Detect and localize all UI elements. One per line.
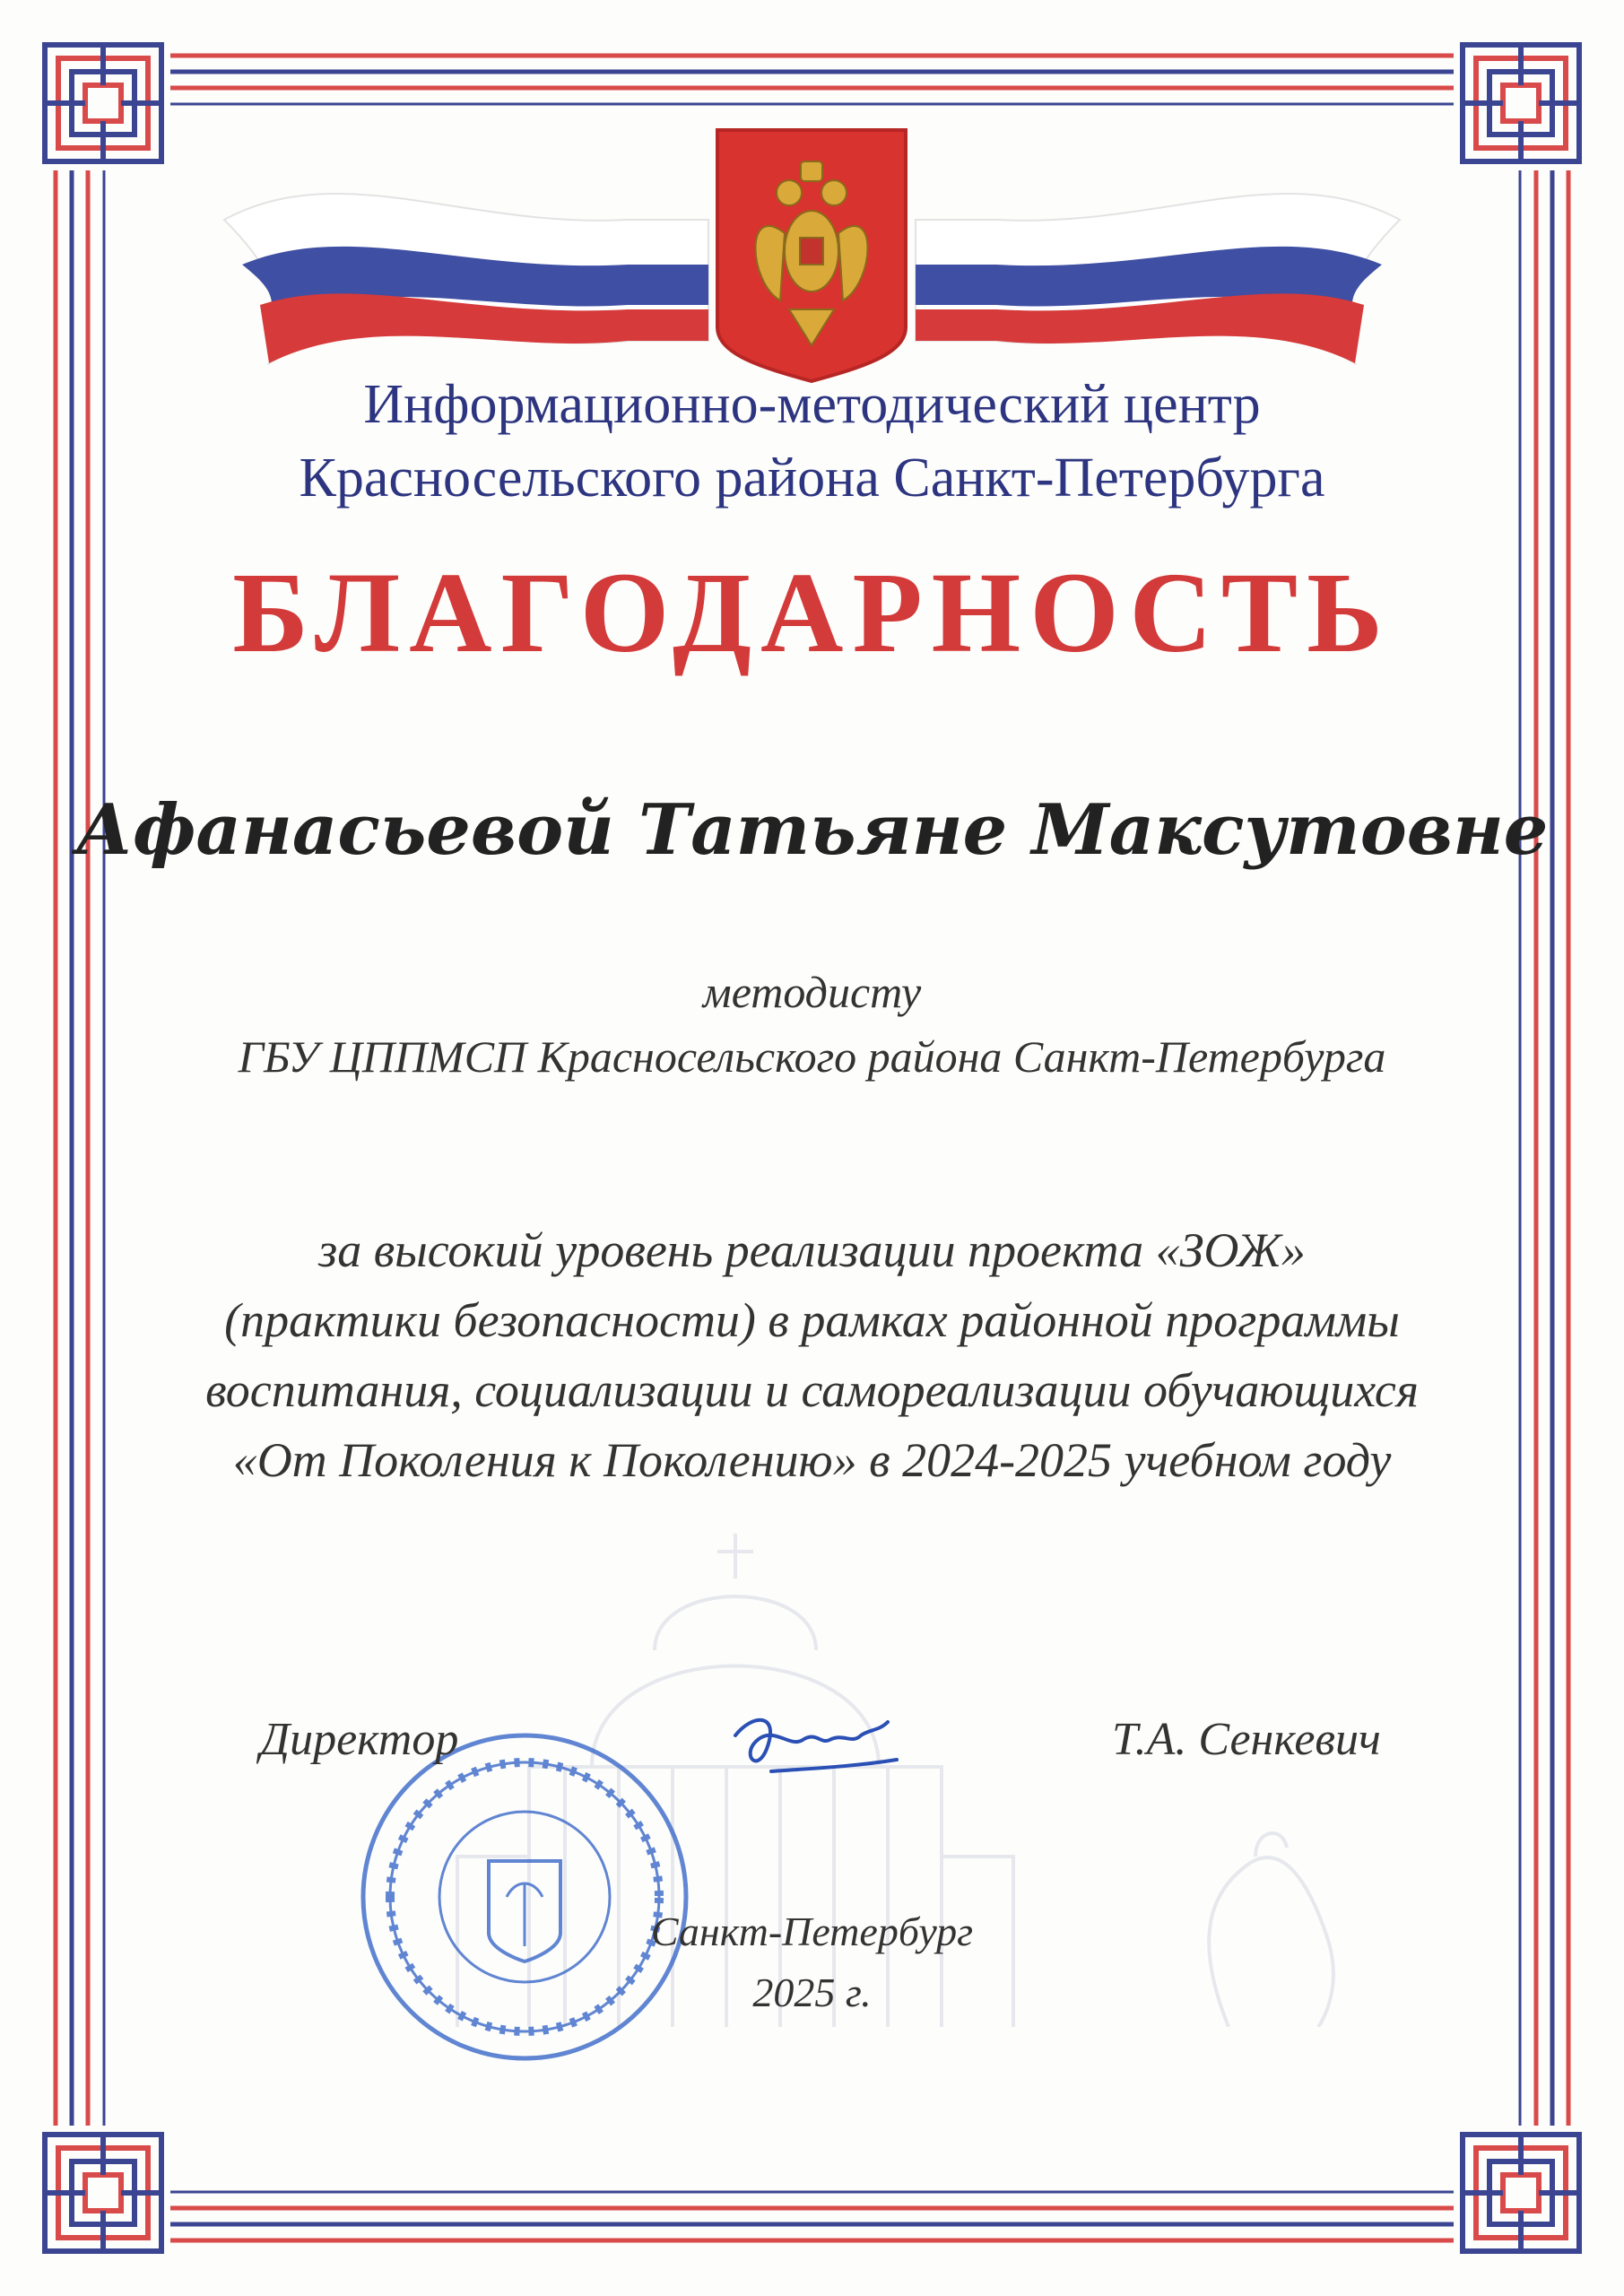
year: 2025 г. (752, 1970, 872, 2015)
recipient-name: Афанасьевой Татьяне Максутовне (75, 789, 1549, 871)
reason-line-2: (практики безопасности) в рамках районной программы (224, 1293, 1400, 1347)
issuer-line-2: Красносельского района Санкт-Петербурга (299, 448, 1325, 509)
issuer-organization (0, 368, 1624, 515)
russian-coat-of-arms-icon (717, 130, 906, 381)
director-signature (717, 1695, 906, 1794)
coat-of-arms-with-ribbon (0, 121, 1624, 390)
reason-line-3: воспитания, социализации и самореализации обучающихся (205, 1363, 1419, 1417)
signer-name: Т.А. Сенкевич (1112, 1714, 1381, 1765)
reason-line-1: за высокий уровень реализации проекта «ЗОЖ» (318, 1223, 1306, 1277)
signature-role: Директор (260, 1714, 459, 1765)
issuer-line-1: Информационно-методический центр (363, 374, 1261, 435)
award-reason (0, 1215, 1624, 1495)
place-and-date (0, 1901, 1624, 2023)
recipient-position: методисту (702, 967, 922, 1017)
recipient-institution: ГБУ ЦППМСП Красносельского района Санкт-Петербурга (238, 1031, 1386, 1082)
reason-line-4: «От Поколения к Поколению» в 2024-2025 учебном году (232, 1433, 1392, 1487)
city: Санкт-Петербург (650, 1909, 974, 1954)
certificate-title: БЛАГОДАРНОСТЬ (232, 549, 1392, 676)
recipient-role (0, 960, 1624, 1089)
